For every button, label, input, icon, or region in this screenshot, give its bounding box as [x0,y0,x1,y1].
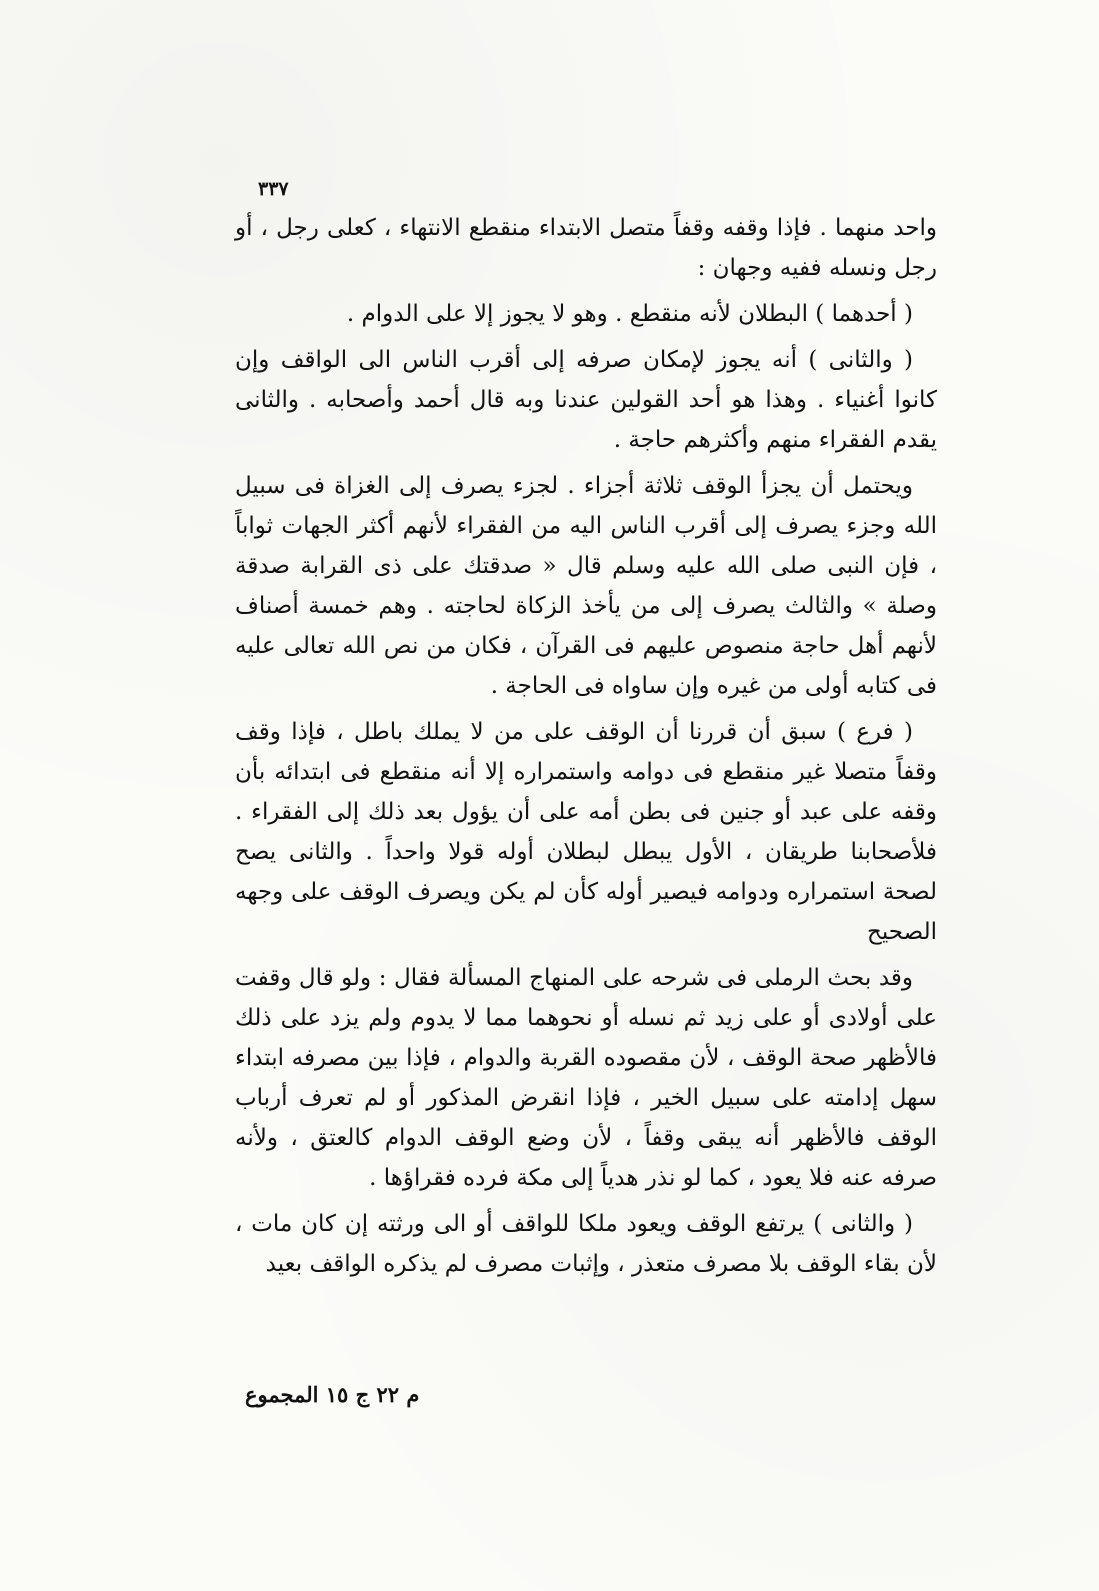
paragraph-4: ويحتمل أن يجزأ الوقف ثلاثة أجزاء . لجزء يصرف إلى الغزاة فى سبيل الله وجزء يصرف إلى أقرب الناس اليه من الفقراء لأنهم أكثر الجهات ثواباً ، فإن النبى صلى الله عليه وسلم قال « صدقتك على ذى القرابة صدقة وصلة » والثالث يصرف إلى من يأخذ الزكاة لحاجته . وهم خمسة أصناف لأنهم أهل حاجة منصوص عليهم فى القرآن ، فكان من نص الله تعالى عليه فى كتابه أولى من غيره وإن ساواه فى الحاجة . [235,473,937,699]
body-text [235,208,937,1290]
paragraph-6: وقد بحث الرملى فى شرحه على المنهاج المسألة فقال : ولو قال وقفت على أولادى أو على زيد ثم نسله أو نحوهما مما لا يدوم ولم يزد على ذلك فالأظهر صحة الوقف ، لأن مقصوده القربة والدوام ، فإذا بين مصرفه ابتداء سهل إدامته على سبيل الخير ، فإذا انقرض المذكور أو لم تعرف أرباب الوقف فالأظهر أنه يبقى وقفاً ، لأن وضع الوقف الدوام كالعتق ، ولأنه صرفه عنه فلا يعود ، كما لو نذر هدياً إلى مكة فرده فقراؤها . [235,965,937,1191]
paragraph-3: ( والثانى ) أنه يجوز لإمكان صرفه إلى أقرب الناس الى الواقف وإن كانوا أغنياء . وهذا هو أحد القولين عندنا وبه قال أحمد وأصحابه . والثانى يقدم الفقراء منهم وأكثرهم حاجة . [235,347,937,453]
paragraph-2: ( أحدهما ) البطلان لأنه منقطع . وهو لا يجوز إلا على الدوام . [346,301,913,327]
footer-signature: م ٢٢ ج ١٥ المجموع [245,1382,420,1407]
paragraph-5: ( فرع ) سبق أن قررنا أن الوقف على من لا يملك باطل ، فإذا وقف وقفاً متصلا غير منقطع فى دوامه واستمراره إلا أنه منقطع فى ابتدائه بأن وقفه على عبد أو جنين فى بطن أمه على أن يؤول بعد ذلك إلى الفقراء . فلأصحابنا طريقان ، الأول يبطل لبطلان أوله قولا واحداً . والثانى يصح لصحة استمراره ودوامه فيصير أوله كأن لم يكن ويصرف الوقف على وجهه الصحيح [235,719,937,945]
page-number: ٣٣٧ [258,178,289,200]
paragraph-1: واحد منهما . فإذا وقفه وقفاً متصل الابتداء منقطع الانتهاء ، كعلى رجل ، أو رجل ونسله ففيه وجهان : [235,215,937,281]
paragraph-7: ( والثانى ) يرتفع الوقف ويعود ملكا للواقف أو الى ورثته إن كان مات ، لأن بقاء الوقف بلا مصرف متعذر ، وإثبات مصرف لم يذكره الواقف بعيد [235,1211,937,1277]
